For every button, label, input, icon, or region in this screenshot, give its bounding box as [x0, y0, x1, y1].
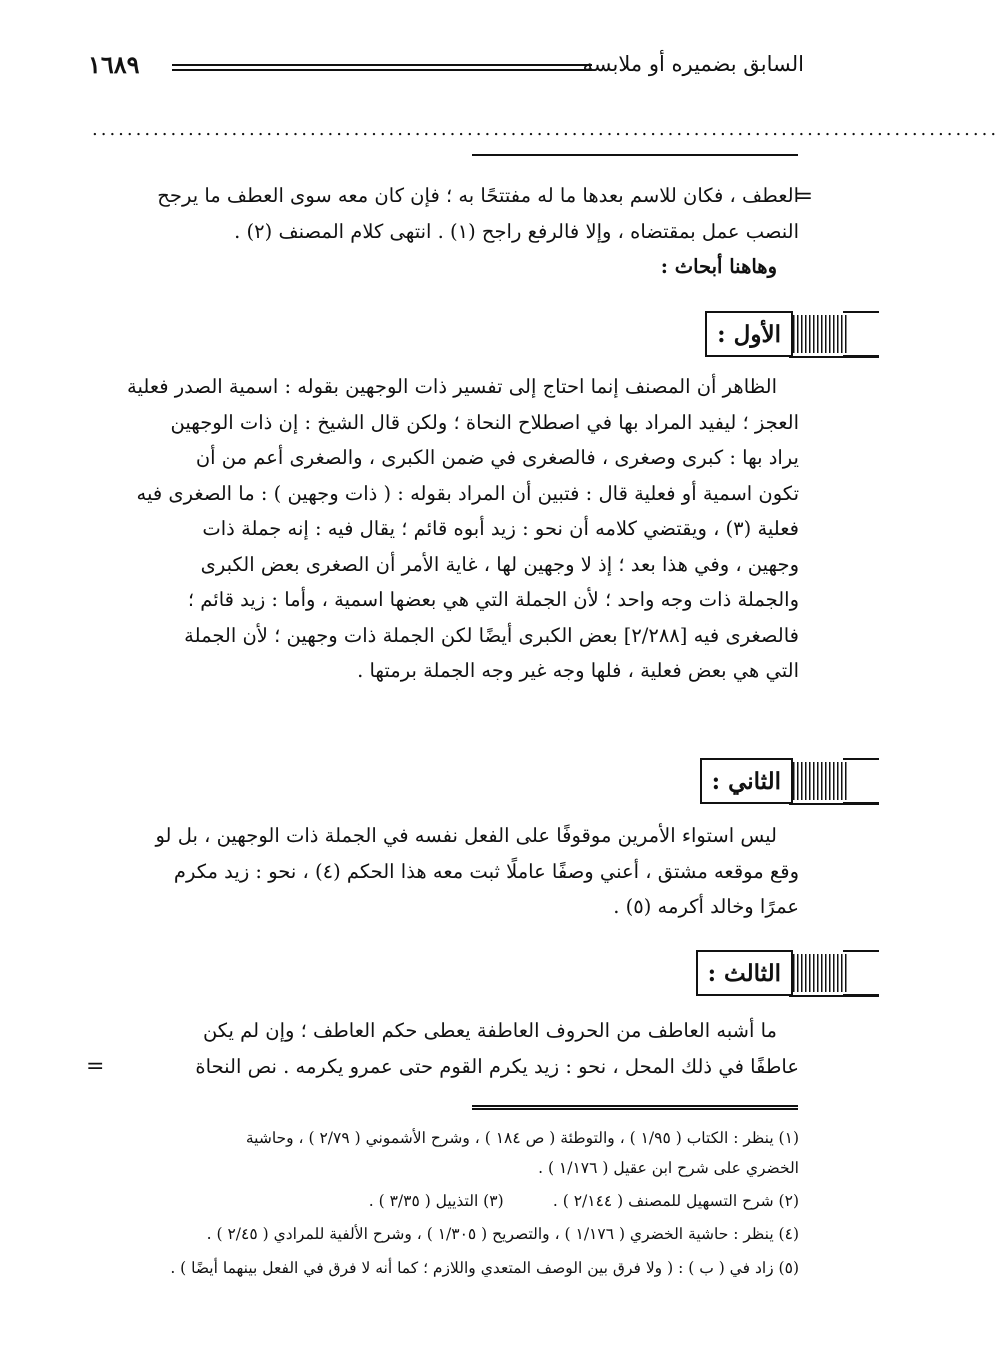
footnote-line: (٤) ينظر : حاشية الخضري ( ١/١٧٦ ) ، والتصريح ( ١/٣٠٥ ) ، وشرح الألفية للمرادي ( ٢/٤٥ ) . [206, 1225, 799, 1243]
section-3-line: ما أشبه العاطف من الحروف العاطفة يعطى حكم العاطف ؛ وإن لم يكن [202, 1019, 777, 1042]
section-1-line: التي هي بعض فعلية ، فلها وجه غير وجه الجملة برمتها . [357, 659, 799, 682]
section-1-line: العجز ؛ ليفيد المراد بها في اصطلاح النحاة ؛ ولكن قال الشيخ : إن ذات الوجهين [170, 410, 799, 434]
short-rule [472, 154, 798, 156]
section-1-line: والجملة ذات وجه واحد ؛ لأن الجملة التي هي بعضها اسمية ، وأما : زيد قائم ؛ [187, 588, 799, 611]
section-heading-2: الثاني : [700, 758, 793, 804]
intro-line-3: وهاهنا أبحاث : [660, 255, 777, 278]
heading-hatch [793, 954, 849, 992]
footnote-rule [472, 1105, 798, 1110]
continuation-mark: = [86, 1054, 105, 1079]
section-1-line: فالصغرى فيه [٢/٢٨٨] بعض الكبرى أيضًا لكن الجملة ذات وجهين ؛ لأن الجملة [184, 623, 799, 647]
heading-hatch [793, 762, 849, 800]
section-1-line: تكون اسمية أو فعلية قال : فتبين أن المراد بقوله : ( ذات وجهين ) : ما الصغرى فيه [136, 481, 799, 505]
footnote-line: (١) ينظر : الكتاب ( ١/٩٥ ) ، والتوطئة ( ص ١٨٤ ) ، وشرح الأشموني ( ٢/٧٩ ) ، وحاشية [245, 1129, 799, 1147]
section-2-line: وقع موقعه مشتق ، أعني وصفًا عاملًا ثبت معه هذا الحكم (٤) ، نحو : زيد مكرم [173, 859, 799, 883]
section-heading-3: الثالث : [696, 950, 793, 996]
section-2-body [85, 818, 799, 925]
section-2-line: ليس استواء الأمرين موقوفًا على الفعل نفسه في الجملة ذات الوجهين ، بل لو [155, 824, 777, 847]
footnote-line: (٥) زاد في ( ب ) : ( ولا فرق بين الوصف المتعدي واللازم ؛ كما أنه لا فرق في الفعل بينهما أيضًا ) . [170, 1259, 799, 1277]
page-number: ١٦٨٩ [88, 50, 140, 79]
footnote-line: الخضري على شرح ابن عقيل ( ١/١٧٦ ) . [538, 1159, 799, 1177]
running-header-title: السابق بضميره أو ملابسه [582, 52, 804, 76]
intro-paragraph [85, 178, 799, 285]
footnote-line: (٢) شرح التسهيل للمصنف ( ٢/١٤٤ ) . (٣) التذييل ( ٣/٣٥ ) . [368, 1192, 799, 1210]
dotted-separator: ........................................................................................................ [92, 119, 999, 140]
section-1-body [85, 369, 799, 689]
section-3-body [85, 1013, 799, 1084]
section-heading-1: الأول : [705, 311, 793, 357]
heading-hatch [793, 315, 849, 353]
section-3-line: عاطفًا في ذلك المحل ، نحو : زيد يكرم القوم حتى عمرو يكرمه . نص النحاة [195, 1054, 799, 1078]
section-2-line: عمرًا وخالد أكرمه (٥) . [613, 895, 799, 918]
intro-line-1: العطف ، فكان للاسم بعدها ما له مفتتحًا به ؛ فإن كان معه سوى العطف ما يرجح [157, 184, 799, 207]
header-double-rule [172, 64, 592, 71]
section-1-line: يراد بها : كبرى وصغرى ، فالصغرى في ضمن الكبرى ، والصغرى أعم من أن [195, 446, 799, 469]
section-1-line: الظاهر أن المصنف إنما احتاج إلى تفسير ذات الوجهين بقوله : اسمية الصدر فعلية [127, 375, 777, 398]
continuation-mark: = [794, 184, 813, 209]
section-1-line: وجهين ، وفي هذا بعد ؛ إذ لا وجهين لها ، غاية الأمر أن الصغرى بعض الكبرى [200, 552, 799, 576]
intro-line-2: النصب عمل بمقتضاه ، وإلا فالرفع راجح (١) . انتهى كلام المصنف (٢) . [234, 219, 799, 243]
section-1-line: فعلية (٣) ، ويقتضي كلامه أن نحو : زيد أبوه قائم ؛ يقال فيه : إنه جملة ذات [202, 517, 799, 540]
